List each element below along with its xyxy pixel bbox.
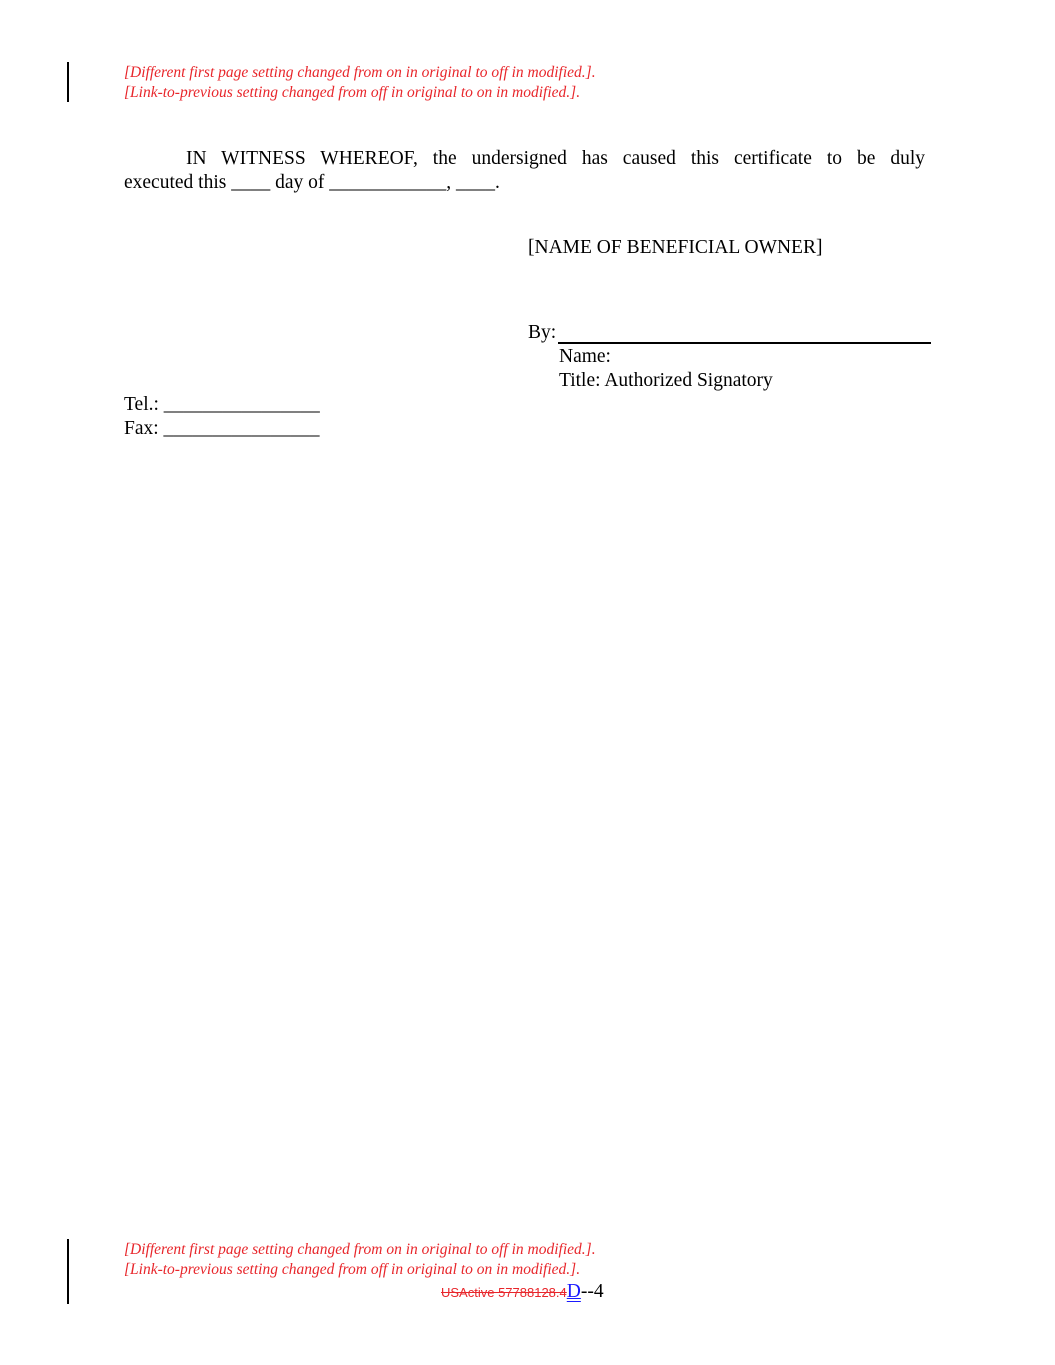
- deleted-document-id: USActive 57788128.4: [441, 1285, 567, 1300]
- fax-field: Fax: ________________: [124, 418, 320, 439]
- witness-text-line1: IN WITNESS WHEREOF, the undersigned has caused this certificate to be duly: [186, 148, 925, 169]
- header-change-bar: [67, 62, 69, 102]
- signature-by-label: By:: [528, 322, 557, 343]
- header-note-link-previous: [Link-to-previous setting changed from off in original to on in modified.].: [124, 84, 581, 101]
- signatory-name-label: Name:: [559, 346, 611, 367]
- telephone-field: Tel.: ________________: [124, 394, 320, 415]
- page-number: --4: [580, 1281, 604, 1302]
- beneficial-owner-name: [NAME OF BENEFICIAL OWNER]: [528, 237, 823, 258]
- witness-paragraph-line1: [124, 147, 925, 171]
- footer-note-first-page: [Different first page setting changed from on in original to off in modified.].: [124, 1241, 596, 1258]
- inserted-page-prefix: D: [566, 1281, 581, 1302]
- signature-line: [558, 342, 931, 344]
- footer-note-link-previous: [Link-to-previous setting changed from off in original to on in modified.].: [124, 1261, 581, 1278]
- footer-change-bar: [67, 1239, 69, 1304]
- signatory-title-label: Title: Authorized Signatory: [559, 370, 773, 391]
- witness-paragraph-line2: executed this ____ day of ____________, ____.: [124, 172, 500, 193]
- footer-page-identifier: [441, 1281, 604, 1305]
- header-note-first-page: [Different first page setting changed from on in original to off in modified.].: [124, 64, 596, 81]
